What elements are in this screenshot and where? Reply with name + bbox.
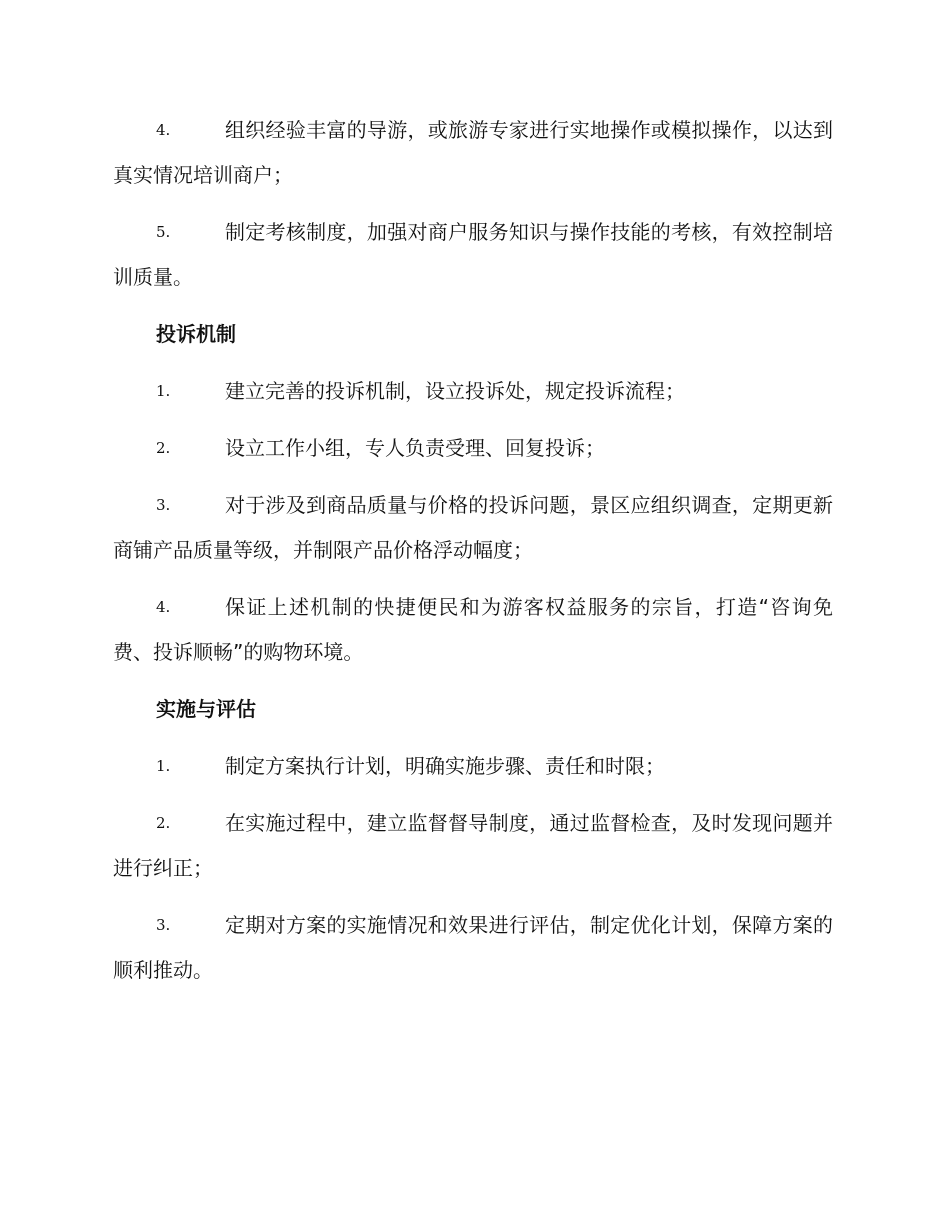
list-item-number: 1.: [156, 757, 171, 775]
list-item-text: 制定方案执行计划，明确实施步骤、责任和时限；: [225, 754, 665, 778]
list-item: [113, 210, 833, 300]
list-item: [113, 903, 833, 993]
list-item-text: 定期对方案的实施情况和效果进行评估，制定优化计划，保障方案的顺利推动。: [113, 913, 833, 982]
list-item-text: 制定考核制度，加强对商户服务知识与操作技能的考核，有效控制培训质量。: [113, 220, 833, 289]
list-item: [113, 585, 833, 675]
list-item-text: 设立工作小组，专人负责受理、回复投诉；: [225, 436, 605, 460]
list-item: [113, 369, 833, 414]
list-item-text: 保证上述机制的快捷便民和为游客权益服务的宗旨，打造“咨询免费、投诉顺畅”的购物环境。: [113, 595, 833, 664]
list-item-number: 3.: [156, 916, 171, 934]
list-item-text: 对于涉及到商品质量与价格的投诉问题，景区应组织调查，定期更新商铺产品质量等级，并制限产品价格浮动幅度；: [113, 493, 833, 562]
list-item-number: 2.: [156, 439, 171, 457]
list-item: [113, 108, 833, 198]
list-item: [113, 744, 833, 789]
list-item-text: 组织经验丰富的导游，或旅游专家进行实地操作或模拟操作，以达到真实情况培训商户；: [113, 118, 833, 187]
document-content: [113, 108, 833, 1005]
list-item: [113, 801, 833, 891]
list-item: [113, 426, 833, 471]
list-item-text: 在实施过程中，建立监督督导制度，通过监督检查，及时发现问题并进行纠正；: [113, 811, 833, 880]
list-item-number: 5.: [156, 223, 171, 241]
list-item: [113, 483, 833, 573]
list-item-number: 1.: [156, 382, 171, 400]
list-item-number: 4.: [156, 121, 171, 139]
list-item-number: 4.: [156, 598, 171, 616]
list-item-text: 建立完善的投诉机制，设立投诉处，规定投诉流程；: [225, 379, 685, 403]
section-heading-complaint: 投诉机制: [156, 322, 236, 346]
list-item-number: 2.: [156, 814, 171, 832]
list-item-number: 3.: [156, 496, 171, 514]
section-heading-implementation: 实施与评估: [156, 697, 256, 721]
